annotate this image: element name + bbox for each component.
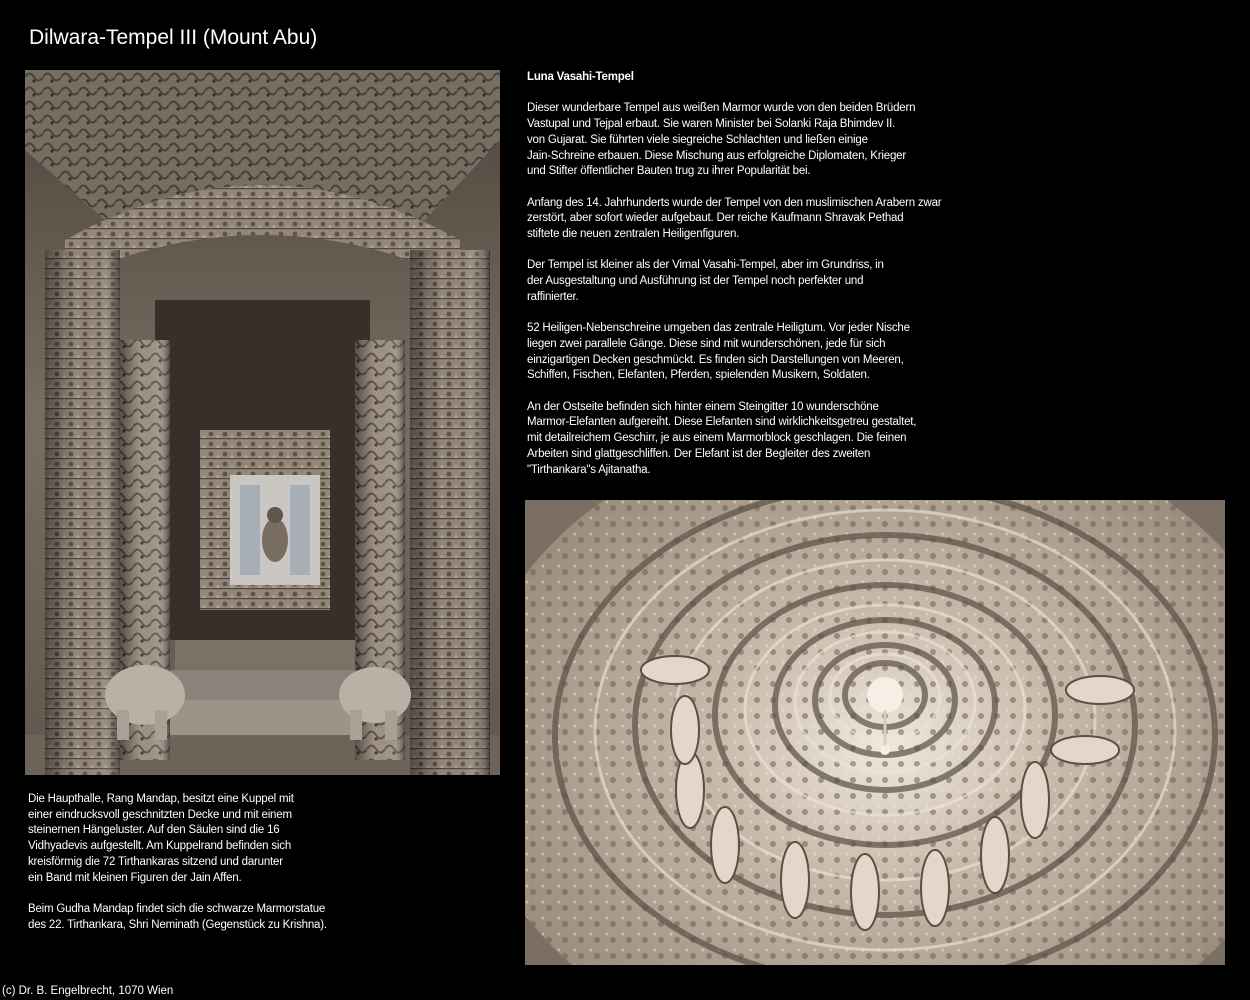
hall-caption: [28, 792, 368, 949]
article-paragraph: Der Tempel ist kleiner als der Vimal Vasahi-Tempel, aber im Grundriss, in der Ausgestaltung und Ausführung ist der Tempel noch perfekter und raffinierter.: [527, 259, 884, 303]
caption-paragraph: Die Haupthalle, Rang Mandap, besitzt eine Kuppel mit einer eindrucksvoll geschnitzten Decke und mit einem steinernen Hängeluster. Auf den Säulen sind die 16 Vidhyadevis aufgestellt. Am Kuppelrand befinden sich kreisförmig die 72 Tirthankaras sitzend und darunter ein Band mit kleinen Figuren der Jain Affen.: [28, 793, 294, 884]
temple-hall-photo: [25, 70, 500, 775]
caption-paragraph: Beim Gudha Mandap findet sich die schwarze Marmorstatue des 22. Tirthankara, Shri Neminath (Gegenstück zu Krishna).: [28, 902, 327, 931]
article-title: Luna Vasahi-Tempel: [527, 71, 634, 83]
article-paragraph: An der Ostseite befinden sich hinter einem Steingitter 10 wunderschöne Marmor-Elefanten aufgereiht. Diese Elefanten sind wirklichkeitsgetreu gestaltet, mit detailreichem Geschirr, je aus einem Marmorblock geschlagen. Die feinen Arbeiten sind glattgeschliffen. Der Elefant ist der Begleiter des zweiten "Tirthankara"s Ajitanatha.: [527, 400, 917, 476]
article-paragraph: Anfang des 14. Jahrhunderts wurde der Tempel von den muslimischen Arabern zwar zerstört, aber sofort wieder aufgebaut. Der reiche Kaufmann Shravak Pethad stiftete die neuen zentralen Heiligenfiguren.: [527, 196, 942, 240]
page-title: Dilwara-Tempel III (Mount Abu): [29, 26, 318, 49]
copyright-notice: (c) Dr. B. Engelbrecht, 1070 Wien: [2, 985, 174, 997]
article-paragraph: Dieser wunderbare Tempel aus weißen Marmor wurde von den beiden Brüdern Vastupal und Tejpal erbaut. Sie waren Minister bei Solanki Raja Bhimdev II. von Gujarat. Sie führten viele siegreiche Schlachten und ließen einige Jain-Schreine erbauen. Diese Mischung aus erfolgreiche Diplomaten, Krieger und Stifter öffentlicher Bauten trug zu ihrer Popularität bei.: [527, 102, 916, 178]
article-paragraph: 52 Heiligen-Nebenschreine umgeben das zentrale Heiligtum. Vor jeder Nische liegen zwei parallele Gänge. Diese sind mit wunderschönen, jede für sich einzigartigen Decken geschmückt. Es finden sich Darstellungen von Meeren, Schiffen, Fischen, Elefanten, Pferden, spielenden Musikern, Soldaten.: [527, 322, 910, 382]
dome-ceiling-photo: [525, 500, 1225, 965]
article-luna-vasahi: [527, 70, 997, 494]
